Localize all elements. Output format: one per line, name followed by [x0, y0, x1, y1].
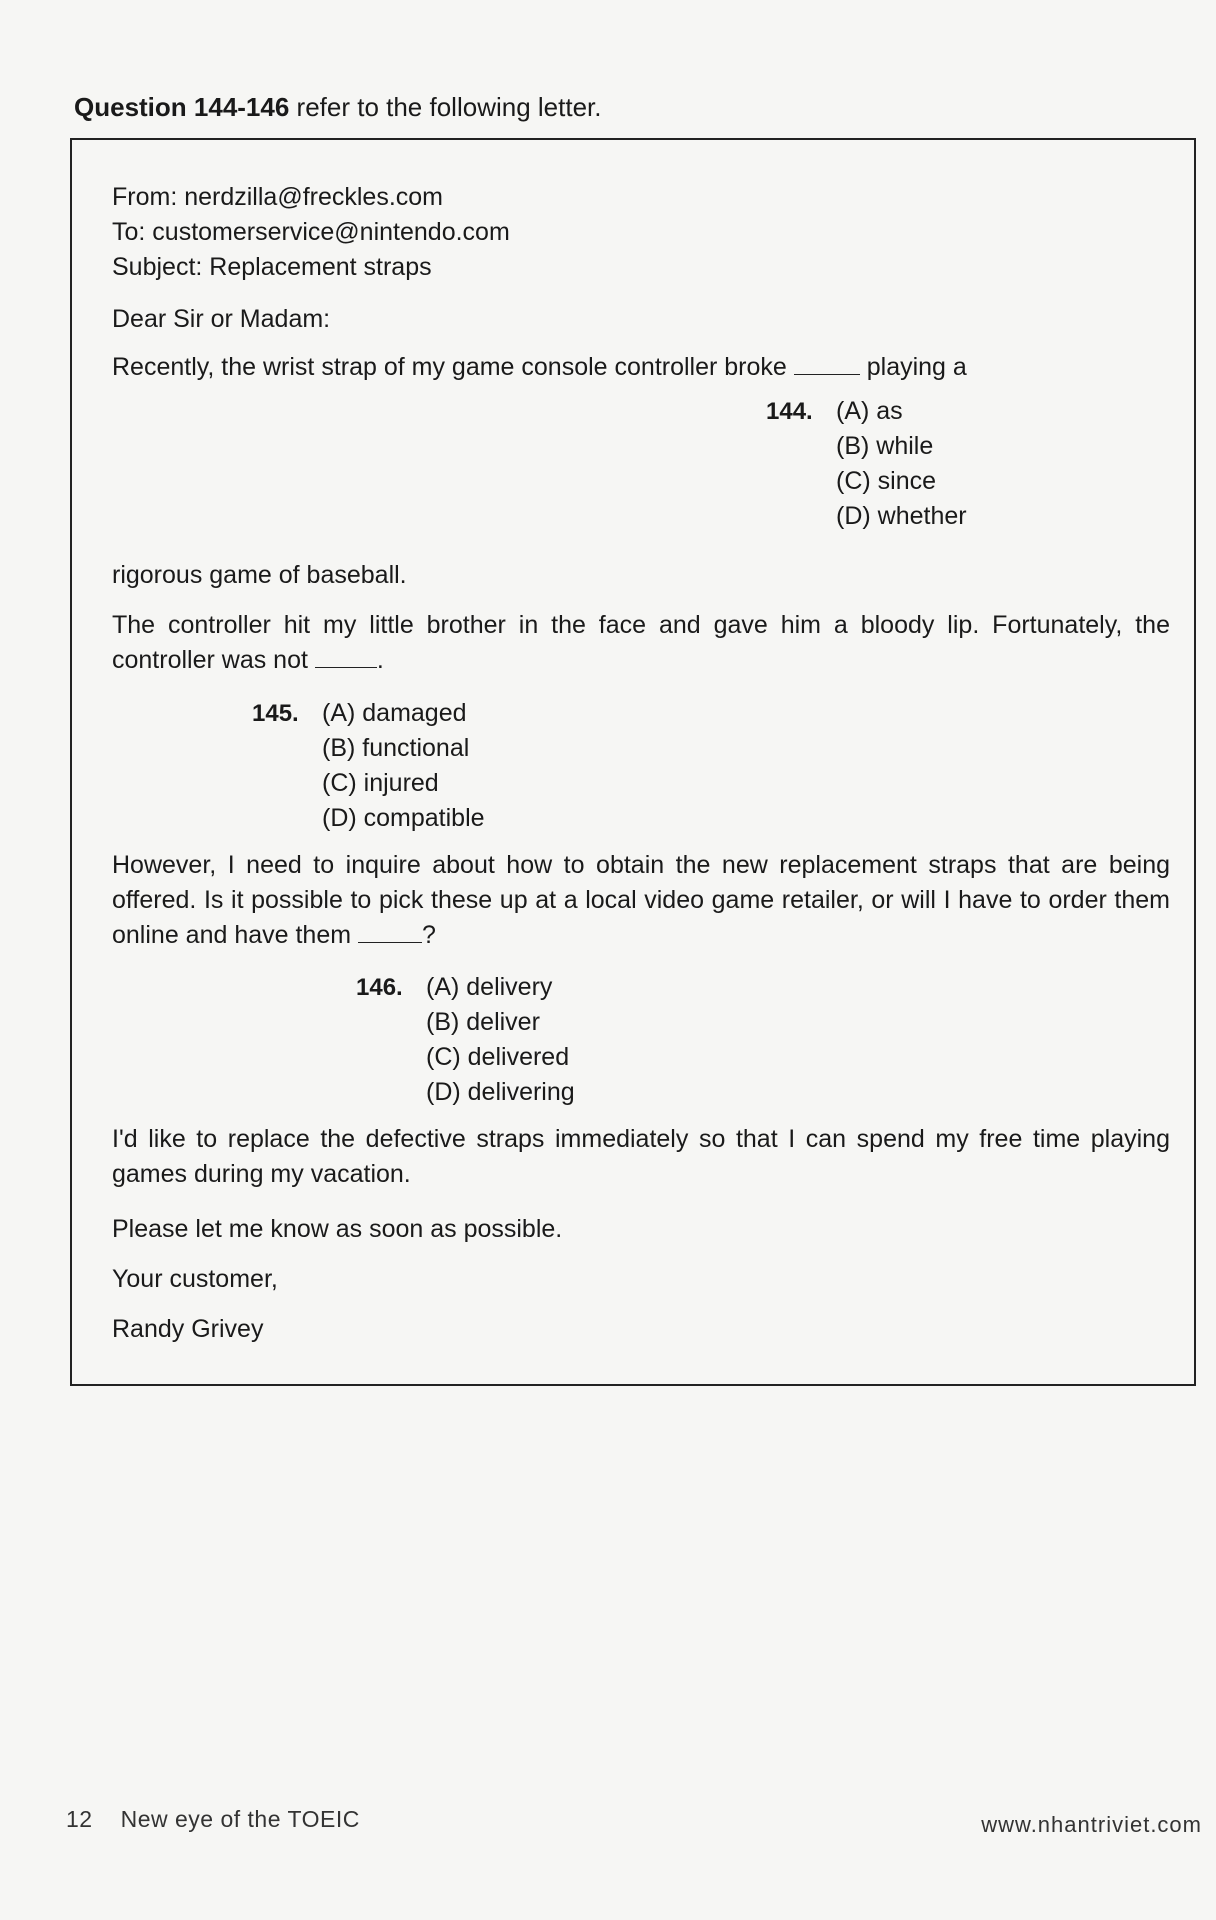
email-to: To: customerservice@nintendo.com	[112, 218, 510, 246]
paragraph-2	[112, 608, 1170, 678]
question-number-144: 144.	[766, 398, 813, 425]
website-url: www.nhantriviet.com	[981, 1812, 1202, 1837]
letter-closing: Your customer,	[112, 1265, 278, 1293]
paragraph-3-text-after: ?	[422, 921, 436, 949]
paragraph-2-text-after: .	[376, 646, 384, 674]
option-145-d: (D) compatible	[322, 804, 485, 832]
option-144-c: (C) since	[836, 467, 937, 495]
book-title: New eye of the TOEIC	[120, 1806, 360, 1832]
page-footer	[66, 1806, 360, 1833]
option-146-d: (D) delivering	[426, 1078, 575, 1106]
option-146-b: (B) deliver	[426, 1008, 540, 1036]
paragraph-3-text: However, I need to inquire about how to obtain the new replacement straps that are being offered. Is it possible to pick these up at a local video game retailer, or will I have to order them online and have them	[112, 851, 1170, 949]
paragraph-5: Please let me know as soon as possible.	[112, 1215, 563, 1243]
option-144-b: (B) while	[836, 432, 934, 460]
paragraph-1	[112, 350, 967, 384]
answer-blank-146	[358, 922, 422, 943]
paragraph-3	[112, 848, 1170, 953]
paragraph-1-text: Recently, the wrist strap of my game console controller broke	[112, 353, 787, 381]
letter-greeting: Dear Sir or Madam:	[112, 305, 331, 333]
paragraph-1-continuation: rigorous game of baseball.	[112, 561, 407, 589]
answer-blank-144	[794, 354, 860, 375]
option-146-a: (A) delivery	[426, 973, 553, 1001]
paragraph-2-text: The controller hit my little brother in the face and gave him a bloody lip. Fortunately, the controller was not	[112, 611, 1170, 674]
paragraph-4: I'd like to replace the defective straps immediately so that I can spend my free time playing games during my vacation.	[112, 1125, 1170, 1188]
answer-blank-145	[315, 647, 377, 668]
question-number-145: 145.	[252, 700, 299, 727]
paragraph-1-text-after: playing a	[866, 353, 967, 381]
option-145-b: (B) functional	[322, 734, 470, 762]
option-145-a: (A) damaged	[322, 699, 467, 727]
letter-box	[70, 138, 1196, 1386]
option-144-a: (A) as	[836, 397, 903, 425]
section-heading	[74, 92, 601, 123]
option-145-c: (C) injured	[322, 769, 439, 797]
heading-text: refer to the following letter.	[289, 92, 602, 122]
letter-signature: Randy Grivey	[112, 1315, 264, 1343]
page-number: 12	[66, 1806, 93, 1832]
email-subject: Subject: Replacement straps	[112, 253, 432, 281]
question-number-146: 146.	[356, 974, 403, 1001]
option-146-c: (C) delivered	[426, 1043, 570, 1071]
email-from: From: nerdzilla@freckles.com	[112, 183, 444, 211]
question-range: Question 144-146	[74, 92, 290, 122]
option-144-d: (D) whether	[836, 502, 967, 530]
